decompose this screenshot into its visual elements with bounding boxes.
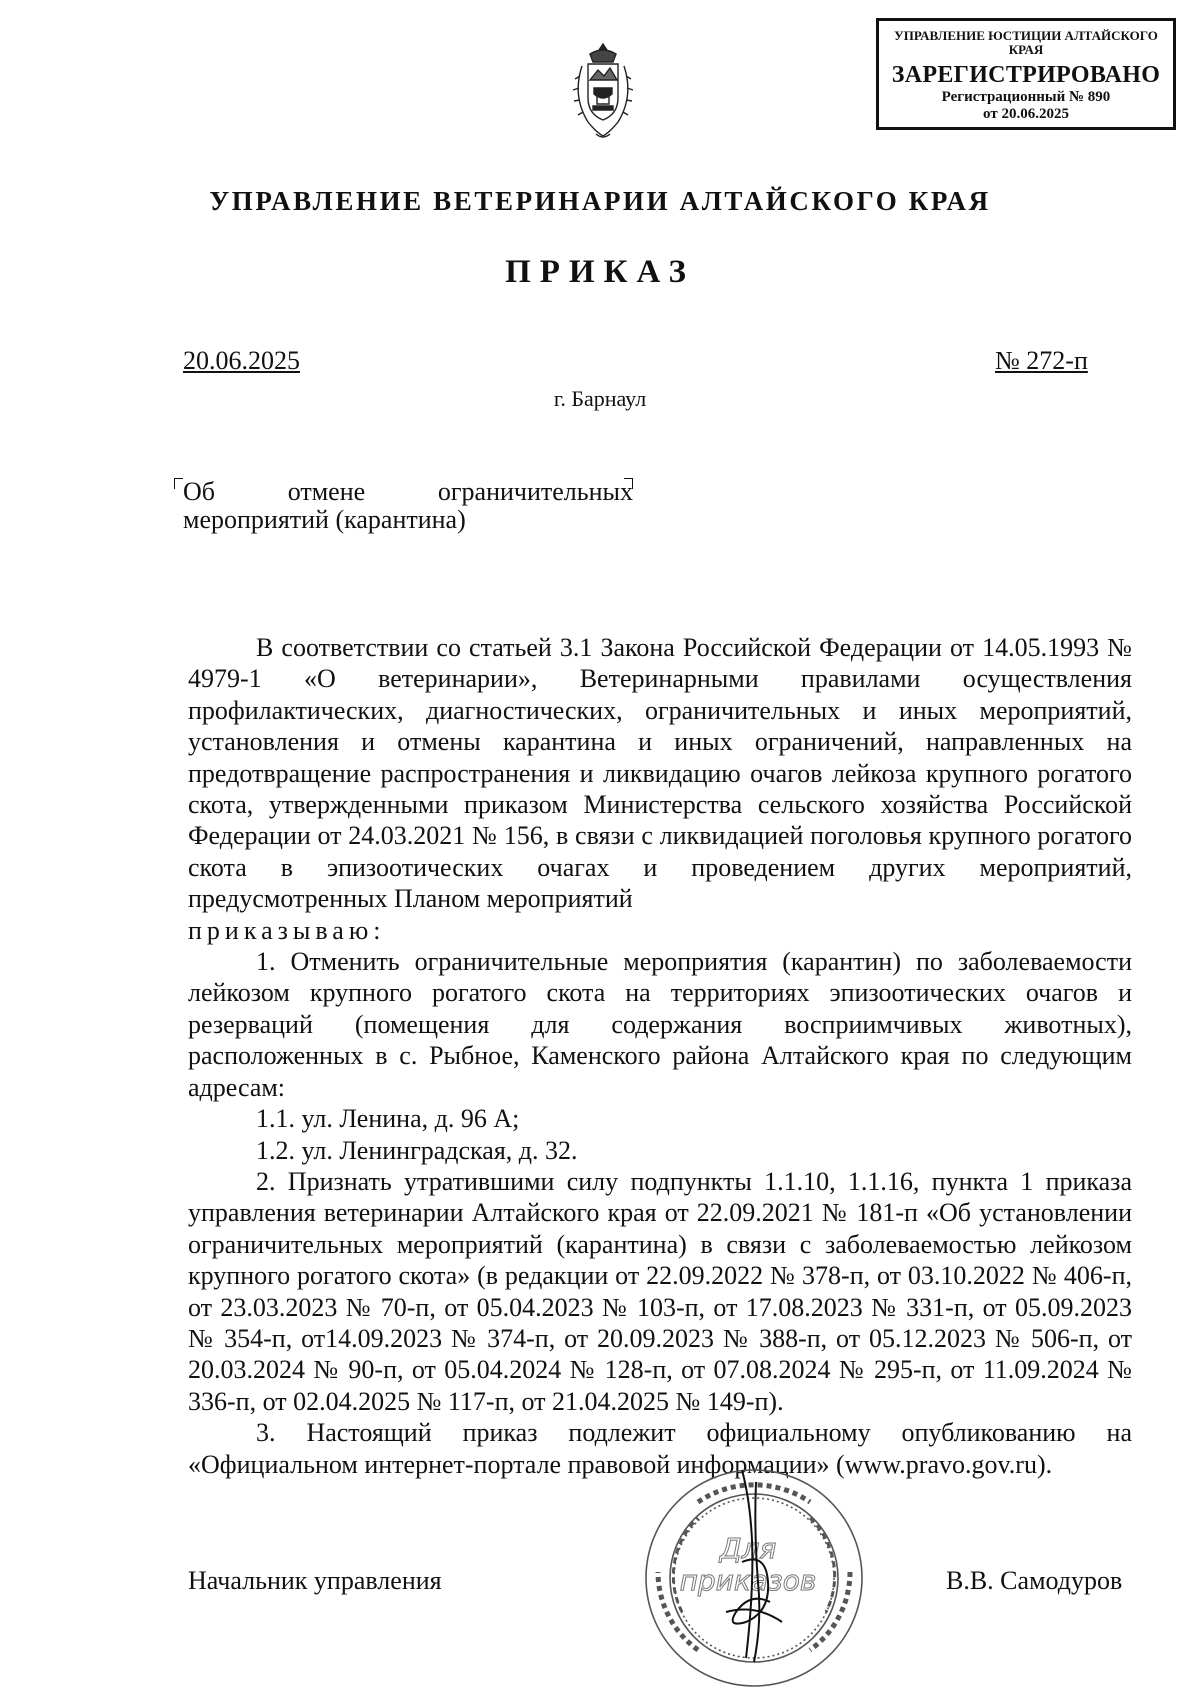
registration-org: УПРАВЛЕНИЕ ЮСТИЦИИ АЛТАЙСКОГО КРАЯ xyxy=(894,28,1158,57)
document-date: 20.06.2025 xyxy=(183,346,300,375)
document-city: г. Барнаул xyxy=(553,386,647,411)
official-seal xyxy=(638,1462,870,1694)
seal-text-1: Для xyxy=(719,1532,777,1565)
document-body xyxy=(188,632,1132,1480)
subject-word: отмене xyxy=(287,477,366,506)
registration-date: от 20.06.2025 xyxy=(983,106,1069,122)
subject-line-1 xyxy=(183,478,633,506)
subject-bracket-left xyxy=(174,478,183,489)
agency-title: УПРАВЛЕНИЕ ВЕТЕРИНАРИИ АЛТАЙСКОГО КРАЯ xyxy=(209,186,991,216)
item-1: 1. Отменить ограничительные мероприятия (карантин) по заболеваемости лейкозом крупного рогатого скота на территориях эпизоотических очагов и резерваций (помещения для содержания восприимчивых животных), расположенных в с. Рыбное, Каменского района Алтайского края по следующим адресам: xyxy=(188,947,1132,1102)
signature-position: Начальник управления xyxy=(188,1566,442,1595)
registration-number: Регистрационный № 890 xyxy=(941,89,1111,105)
subject-line-2: мероприятий (карантина) xyxy=(183,505,466,534)
item-2: 2. Признать утратившими силу подпункты 1.1.10, 1.1.16, пункта 1 приказа управления ветеринарии Алтайского края от 22.09.2021 № 181-п «Об установлении ограничительных мероприятий (карантина) в связи с заболеваемостью лейкозом крупного рогатого скота» (в редакции от 22.09.2022 № 378-п, от 03.10.2022 № 406-п, от 23.03.2023 № 70-п, от 05.04.2023 № 103-п, от 17.08.2023 № 331-п, от 05.09.2023 № 354-п, от14.09.2023 № 374-п, от 20.09.2023 № 388-п, от 05.12.2023 № 506-п, от 20.03.2024 № 90-п, от 05.04.2024 № 128-п, от 07.08.2024 № 295-п, от 11.09.2024 № 336-п, от 02.04.2025 № 117-п, от 21.04.2025 № 149-п). xyxy=(188,1166,1132,1416)
seal-text-2: приказов xyxy=(679,1564,817,1597)
item-1-1: 1.1. ул. Ленина, д. 96 А; xyxy=(256,1104,520,1134)
order-word: приказываю: xyxy=(188,915,386,945)
subject-word: Об xyxy=(183,477,216,506)
coat-of-arms-icon xyxy=(568,40,638,144)
document-number: № 272-п xyxy=(995,346,1088,375)
registration-status: ЗАРЕГИСТРИРОВАНО xyxy=(891,62,1161,88)
registration-stamp xyxy=(876,18,1176,130)
document-type: ПРИКАЗ xyxy=(505,254,695,290)
item-3: 3. Настоящий приказ подлежит официальному опубликованию на «Официальном интернет-портале правовой информации» (www.pravo.gov.ru). xyxy=(188,1418,1132,1479)
item-1-2: 1.2. ул. Ленинградская, д. 32. xyxy=(256,1135,578,1165)
signature-name: В.В. Самодуров xyxy=(946,1566,1123,1595)
document-subject xyxy=(183,478,633,534)
preamble-paragraph: В соответствии со статьей 3.1 Закона Российской Федерации от 14.05.1993 № 4979-1 «О ветеринарии», Ветеринарными правилами осуществления профилактических, диагностических, ограничительных и иных мероприятий, установления и отмены карантина и иных ограничений, направленных на предотвращение распространения и ликвидацию очагов лейкоза крупного рогатого скота, утвержденными приказом Министерства сельского хозяйства Российской Федерации от 24.03.2021 № 156, в связи с ликвидацией поголовья крупного рогатого скота в эпизоотических очагах и проведением других мероприятий, предусмотренных Планом мероприятий xyxy=(188,633,1132,914)
subject-word: ограничительных xyxy=(437,477,633,506)
